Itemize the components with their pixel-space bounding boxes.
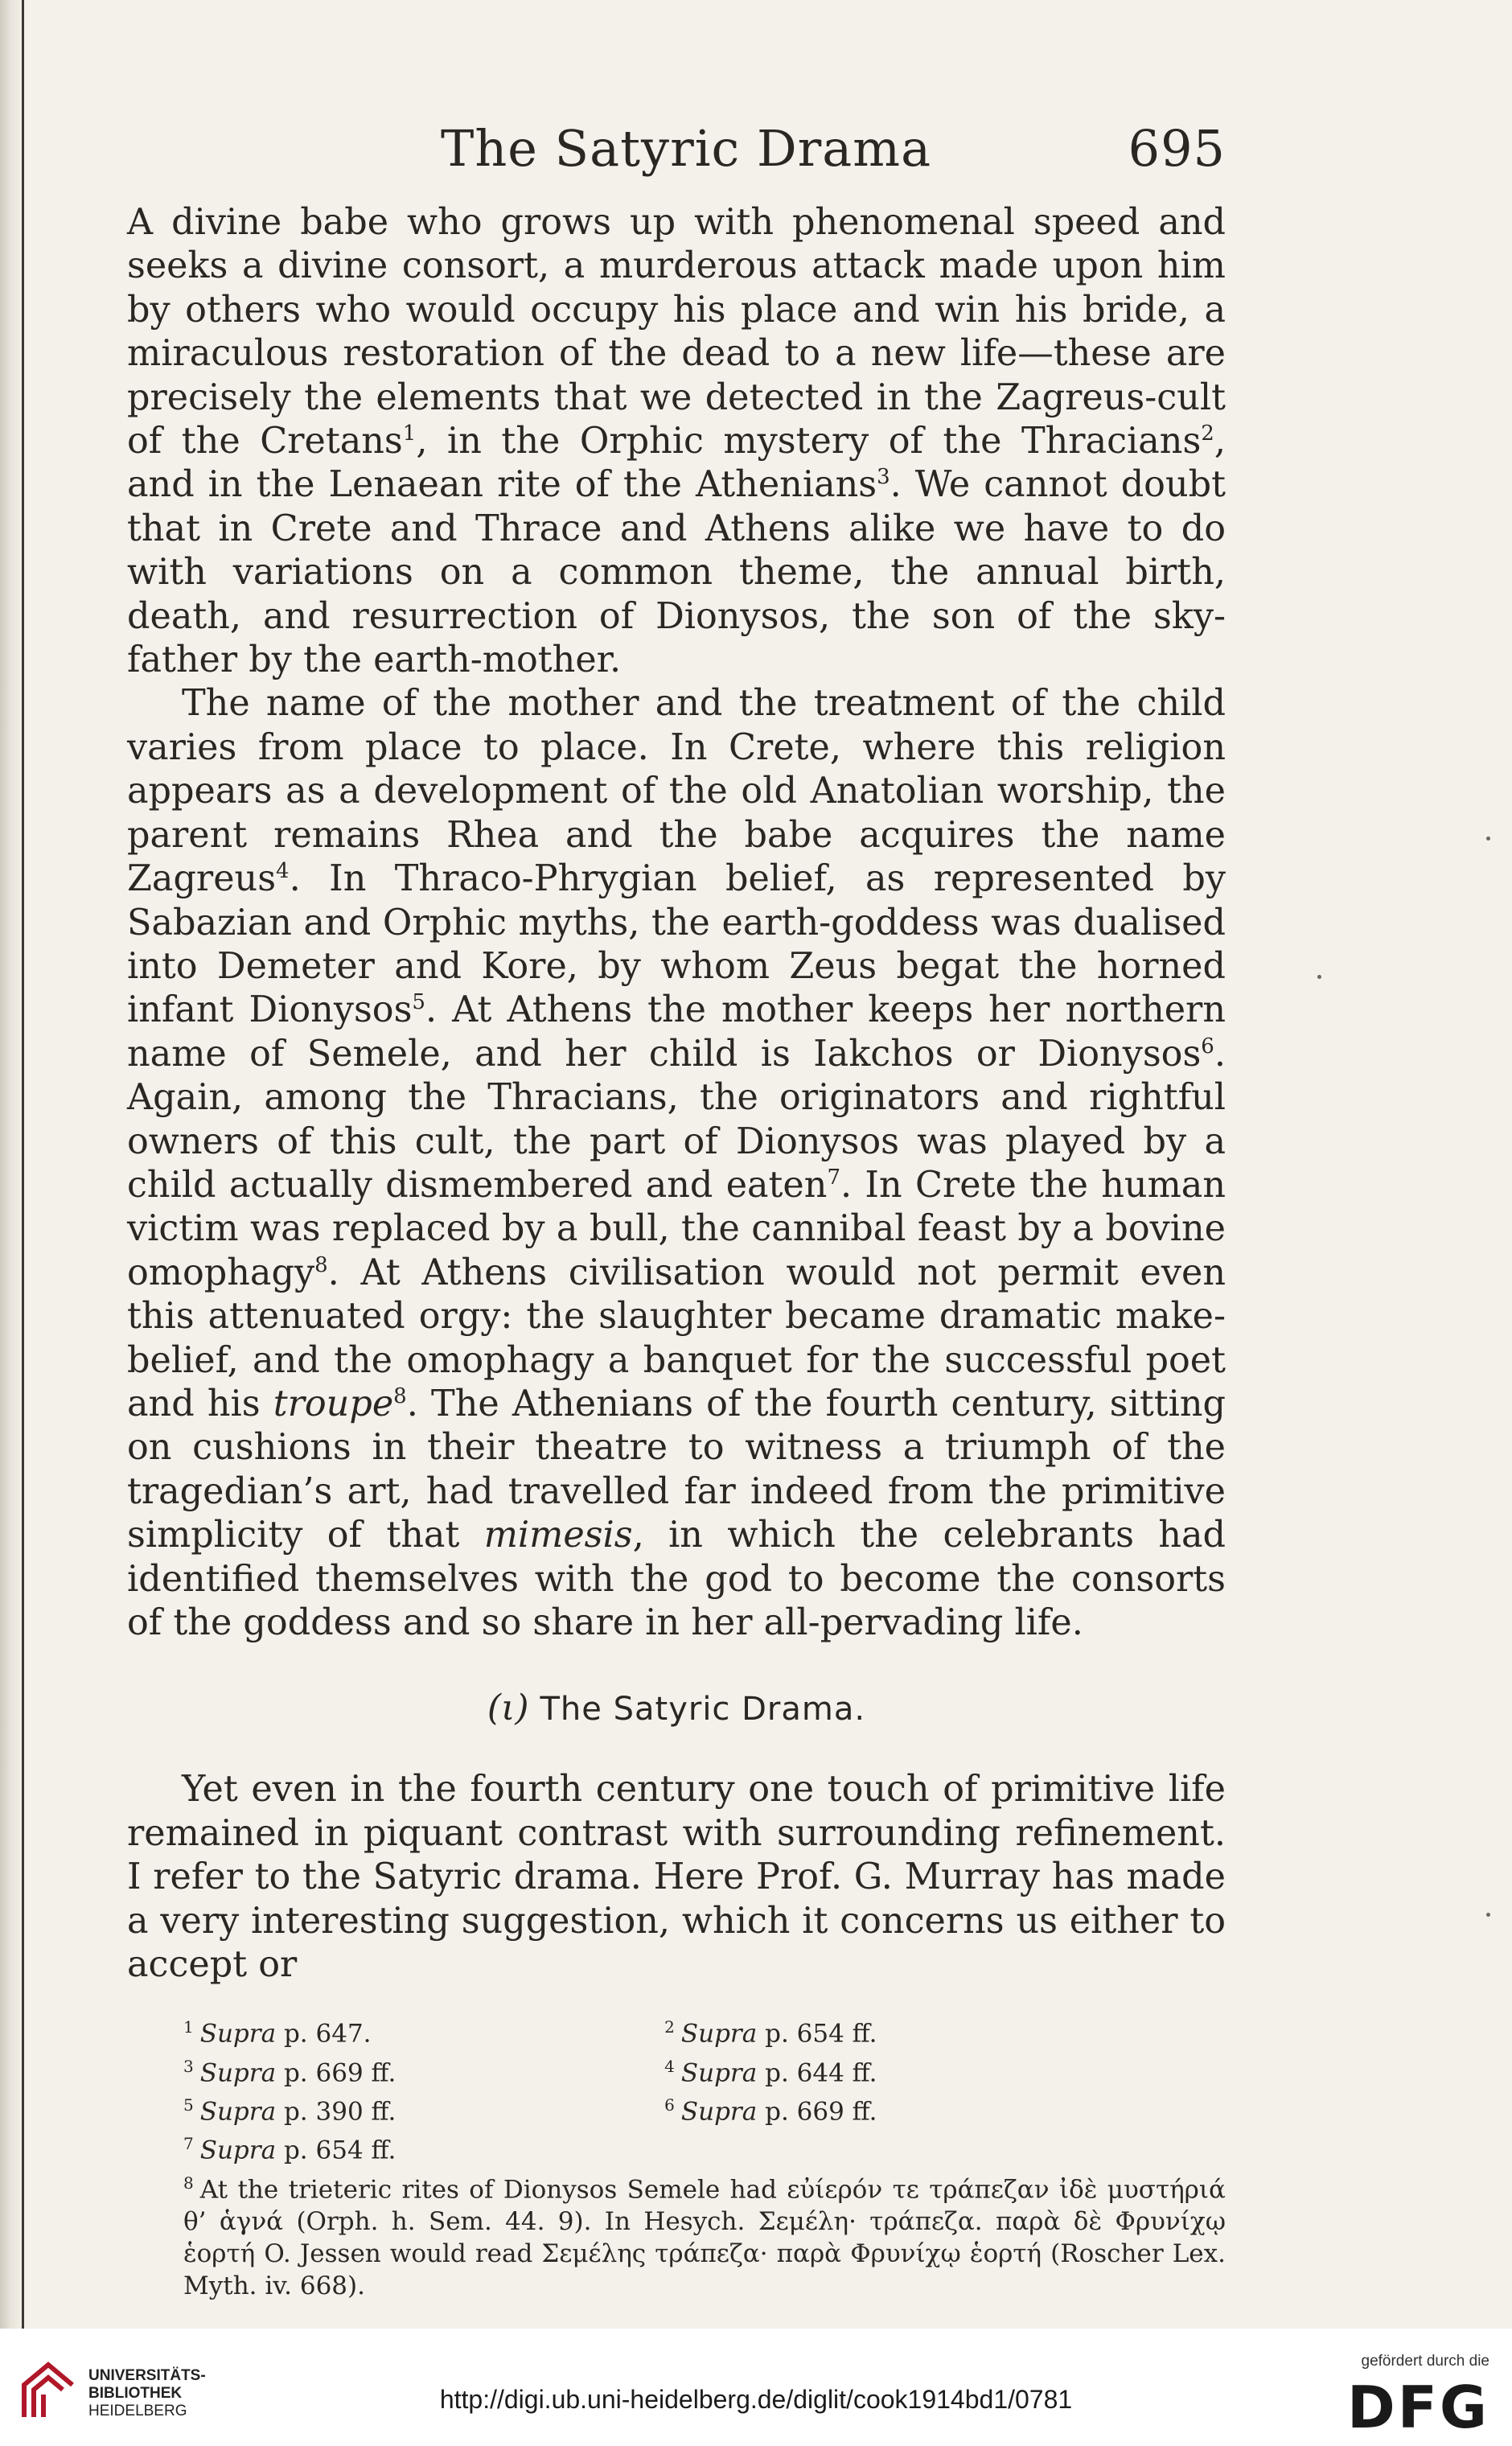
footnote-ref: 7 xyxy=(827,1165,840,1190)
footnote-5: $^5$ Supra p. 390 ff. xyxy=(183,2095,396,2127)
footnote-ref: 5 xyxy=(412,990,425,1015)
footnote-row xyxy=(127,2127,1226,2166)
section-title: The Satyric Drama. xyxy=(540,1691,866,1729)
digitization-footer xyxy=(0,2329,1512,2446)
paragraph-text: . We cannot doubt that in Crete and Thrace and Athens alike we have to do with variations on a common theme, the annual birth, death, and resurrection of Dionysos, the son of the sky-father by the earth-mother. xyxy=(127,464,1226,681)
italic-term: mimesis xyxy=(483,1515,633,1556)
footnote-3: $^3$ Supra p. 669 ff. xyxy=(183,2056,396,2088)
paragraph-text: A divine babe who grows up with phenomenal speed and seeks a divine consort, a murderous attack made upon him by others who would occupy his place and win his bride, a miraculous restoration of the dead to a new life—these are precisely the elements that we detected in the Zagreus-cult of the Cretans xyxy=(127,202,1226,462)
footnote-ref: 6 xyxy=(1201,1034,1214,1059)
running-title: The Satyric Drama xyxy=(441,119,932,178)
footnote-row xyxy=(127,2011,1226,2049)
paragraph-text: . Again, among the Thracians, the originators and rightful owners of this cult, the part of Dionysos was played by a child actually dismembered and eaten xyxy=(127,1033,1226,1206)
footnote-8-text: At the trieteric rites of Dionysos Semele had εὐίερόν τε τράπεζαν ἰδὲ μυστήριά θ’ ἁγνά (Orph. h. Sem. 44. 9). In Hesych. Σεμέλη· τράπεζα. παρὰ δὲ Φρυνίχῳ ἑορτή O. Jessen would read Σεμέλης τράπεζα· παρὰ Φρυνίχῳ ἑορτή (Roscher Lex. Myth. iv. 668). xyxy=(183,2175,1226,2301)
scan-speck xyxy=(1317,975,1321,979)
footnote-ref: 4 xyxy=(276,859,290,884)
footnote-6: $^6$ Supra p. 669 ff. xyxy=(664,2095,877,2127)
footnote-7: $^7$ Supra p. 654 ff. xyxy=(183,2134,396,2165)
paragraph-2 xyxy=(127,682,1226,1645)
footnote-ref: 3 xyxy=(877,465,890,490)
paragraph-text: . In Crete the human victim was replaced by a bull, the cannibal feast by a bovine omophagy xyxy=(127,1164,1226,1293)
section-number: (ι) xyxy=(487,1688,529,1729)
footnote-ref: 1 xyxy=(402,421,417,446)
running-head xyxy=(127,113,1226,201)
paragraph-text: . In Thraco-Phrygian belief, as represented by Sabazian and Orphic myths, the earth-goddess was dualised into Demeter and Kore, by whom Zeus begat the horned infant Dionysos xyxy=(127,858,1226,1031)
italic-term: troupe xyxy=(273,1383,394,1424)
dfg-logo: DFG xyxy=(1346,2374,1489,2441)
section-heading xyxy=(127,1687,1226,1731)
book-page xyxy=(127,113,1226,2302)
footnotes xyxy=(127,2011,1226,2302)
paragraph-text: . At Athens civilisation would not permit even this attenuated orgy: the slaughter became dramatic make-belief, and the omophagy a banquet for the successful poet and his xyxy=(127,1252,1226,1424)
footnote-row xyxy=(127,2050,1226,2089)
university-library-name: UNIVERSITÄTS- BIBLIOTHEK HEIDELBERG xyxy=(88,2367,206,2419)
paragraph-text: The name of the mother and the treatment of the child varies from place to place. In Crete, where this religion appears as a development of the old Anatolian worship, the parent remains Rhea and the babe acquires the name Zagreus xyxy=(127,683,1226,900)
funding-caption: gefördert durch die xyxy=(1361,2353,1489,2370)
footnote-8: $^8$ At the trieteric rites of Dionysos Semele had εὐίερόν τε τράπεζαν ἰδὲ μυστήριά θ’ ἁγνά (Orph. h. Sem. 44. 9). In Hesych. Σεμέλη· τράπεζα. παρὰ δὲ Φρυνίχῳ ἑορτή O. Jessen would read Σεμέλης τράπεζα· παρὰ Φρυνίχῳ ἑορτή (Roscher Lex. Myth. iv. 668). xyxy=(183,2173,1226,2301)
footnote-2: $^2$ Supra p. 654 ff. xyxy=(664,2017,877,2049)
paragraph-text: . At Athens the mother keeps her northern name of Semele, and her child is Iakchos or Dionysos xyxy=(127,989,1226,1075)
scan-edge-shadow xyxy=(0,0,24,2329)
footnote-row xyxy=(127,2089,1226,2127)
paragraph-text: , in which the celebrants had identified themselves with the god to become the consorts of the goddess and so share in her all-pervading life. xyxy=(127,1515,1226,1643)
scan-binding-line xyxy=(22,0,24,2329)
paragraph-text: . The Athenians of the fourth century, sitting on cushions in their theatre to witness a triumph of the tragedian’s art, had travelled far indeed from the primitive simplicity of that xyxy=(127,1383,1226,1556)
scan-speck xyxy=(1486,1913,1490,1917)
paragraph-3: Yet even in the fourth century one touch of primitive life remained in piquant contrast with surrounding refinement. I refer to the Satyric drama. Here Prof. G. Murray has made a very interesting suggestion, which it concerns us either to accept or xyxy=(127,1769,1226,1986)
footnote-4: $^4$ Supra p. 644 ff. xyxy=(664,2056,877,2088)
paragraph-text: , and in the Lenaean rite of the Athenians xyxy=(127,421,1226,506)
permalink-url[interactable]: http://digi.ub.uni-heidelberg.de/diglit/cook1914bd1/0781 xyxy=(439,2385,1073,2414)
footnote-ref: 2 xyxy=(1201,421,1214,446)
scan-speck xyxy=(1486,837,1490,841)
page-number: 695 xyxy=(1128,119,1226,178)
footnote-1: $^1$ Supra p. 647. xyxy=(183,2017,372,2049)
footnote-ref: 8 xyxy=(393,1384,407,1409)
footnote-ref: 8 xyxy=(314,1252,328,1277)
paragraph-text: , in the Orphic mystery of the Thracians xyxy=(416,421,1202,462)
paragraph-1 xyxy=(127,201,1226,682)
